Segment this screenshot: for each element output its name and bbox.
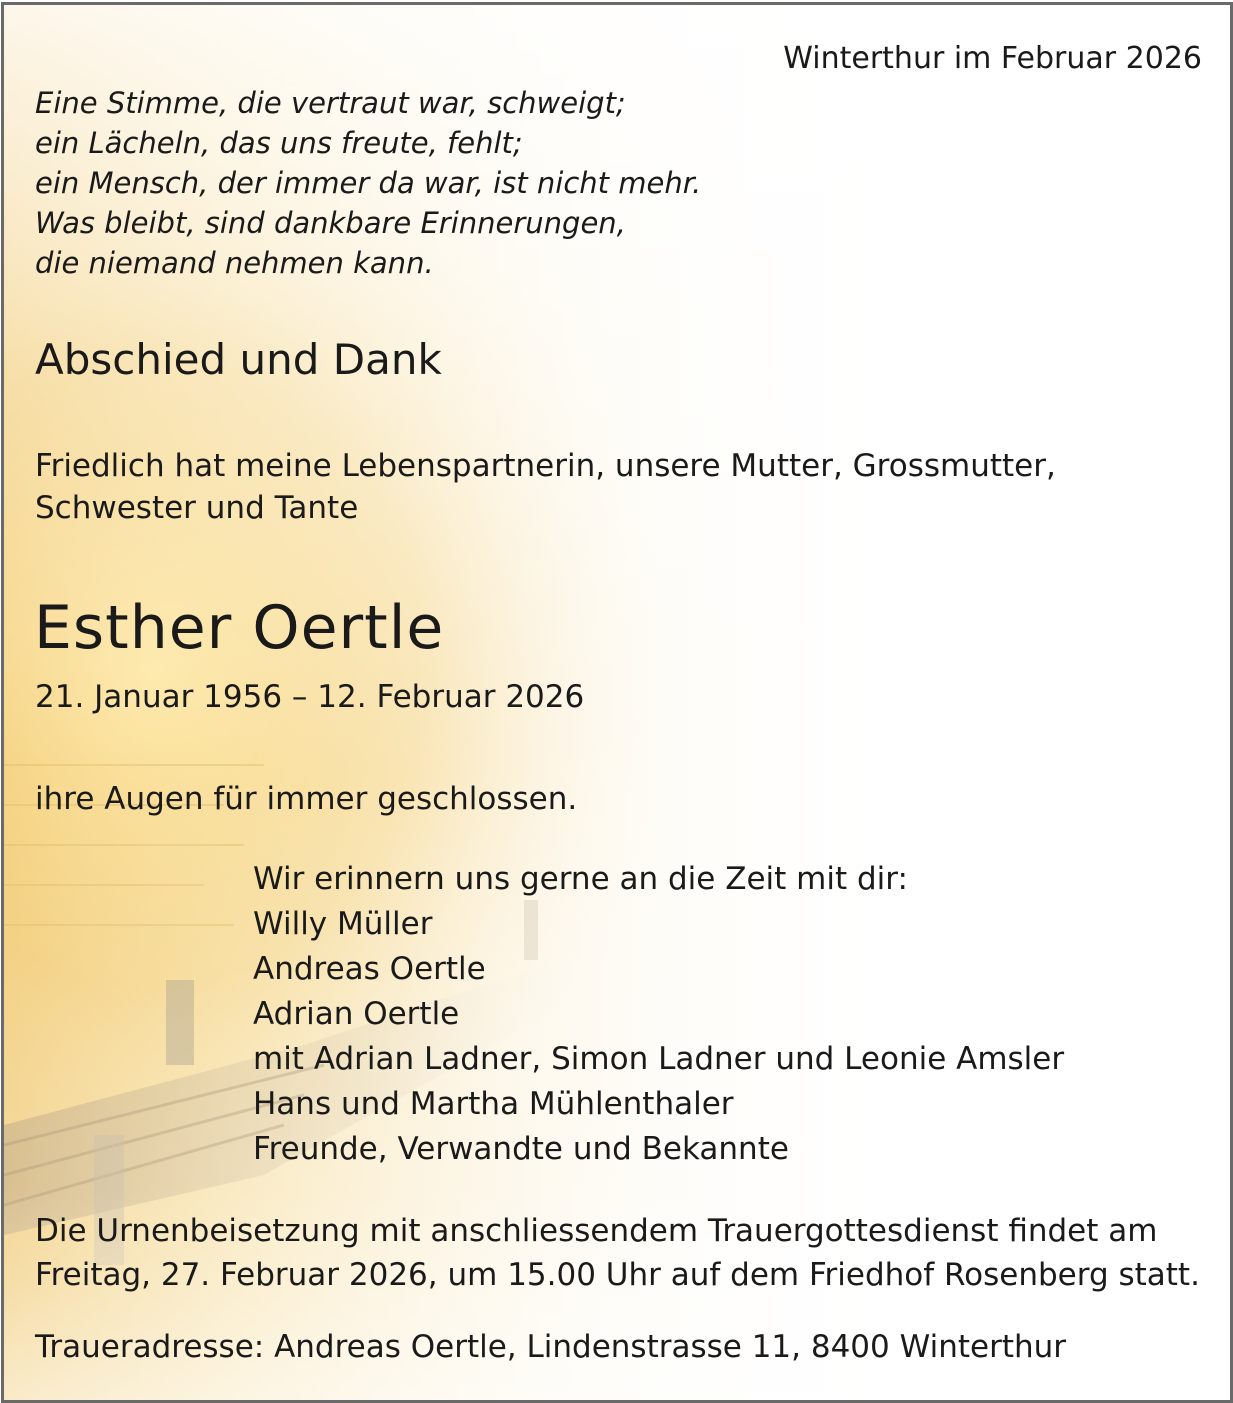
closed-eyes-text: ihre Augen für immer geschlossen.: [35, 781, 578, 817]
intro-line: Friedlich hat meine Lebenspartnerin, unsere Mutter, Grossmutter,: [35, 448, 1056, 484]
notice-heading: Abschied und Dank: [35, 335, 442, 384]
deceased-name: Esther Oertle: [34, 593, 445, 663]
mourner-name: Adrian Oertle: [253, 996, 460, 1032]
poem-line: ein Lächeln, das uns freute, fehlt;: [35, 126, 523, 160]
poem-line: Eine Stimme, die vertraut war, schweigt;: [35, 86, 626, 120]
place-and-date: Winterthur im Februar 2026: [783, 41, 1202, 76]
mourning-address: Traueradresse: Andreas Oertle, Lindenstrasse 11, 8400 Winterthur: [35, 1329, 1067, 1365]
mourner-name: Andreas Oertle: [253, 951, 486, 987]
mourner-name: mit Adrian Ladner, Simon Ladner und Leonie Amsler: [253, 1041, 1065, 1077]
mourner-name: Freunde, Verwandte und Bekannte: [253, 1131, 789, 1167]
poem-line: Was bleibt, sind dankbare Erinnerungen,: [35, 206, 626, 240]
intro-text: [35, 445, 1056, 529]
poem-line: ein Mensch, der immer da war, ist nicht mehr.: [35, 166, 702, 200]
poem-line: die niemand nehmen kann.: [35, 246, 434, 280]
mourners-list: [253, 857, 1064, 1172]
funeral-line: Die Urnenbeisetzung mit anschliessendem Trauergottesdienst findet am: [35, 1213, 1158, 1249]
mourners-intro: Wir erinnern uns gerne an die Zeit mit dir:: [253, 861, 908, 897]
poem: [35, 83, 701, 283]
obituary-notice: [1, 2, 1233, 1403]
funeral-details: [35, 1209, 1200, 1297]
funeral-line: Freitag, 27. Februar 2026, um 15.00 Uhr auf dem Friedhof Rosenberg statt.: [35, 1257, 1200, 1293]
mourner-name: Hans und Martha Mühlenthaler: [253, 1086, 734, 1122]
intro-line: Schwester und Tante: [35, 490, 359, 526]
mourner-name: Willy Müller: [253, 906, 433, 942]
life-dates: 21. Januar 1956 – 12. Februar 2026: [35, 679, 585, 715]
